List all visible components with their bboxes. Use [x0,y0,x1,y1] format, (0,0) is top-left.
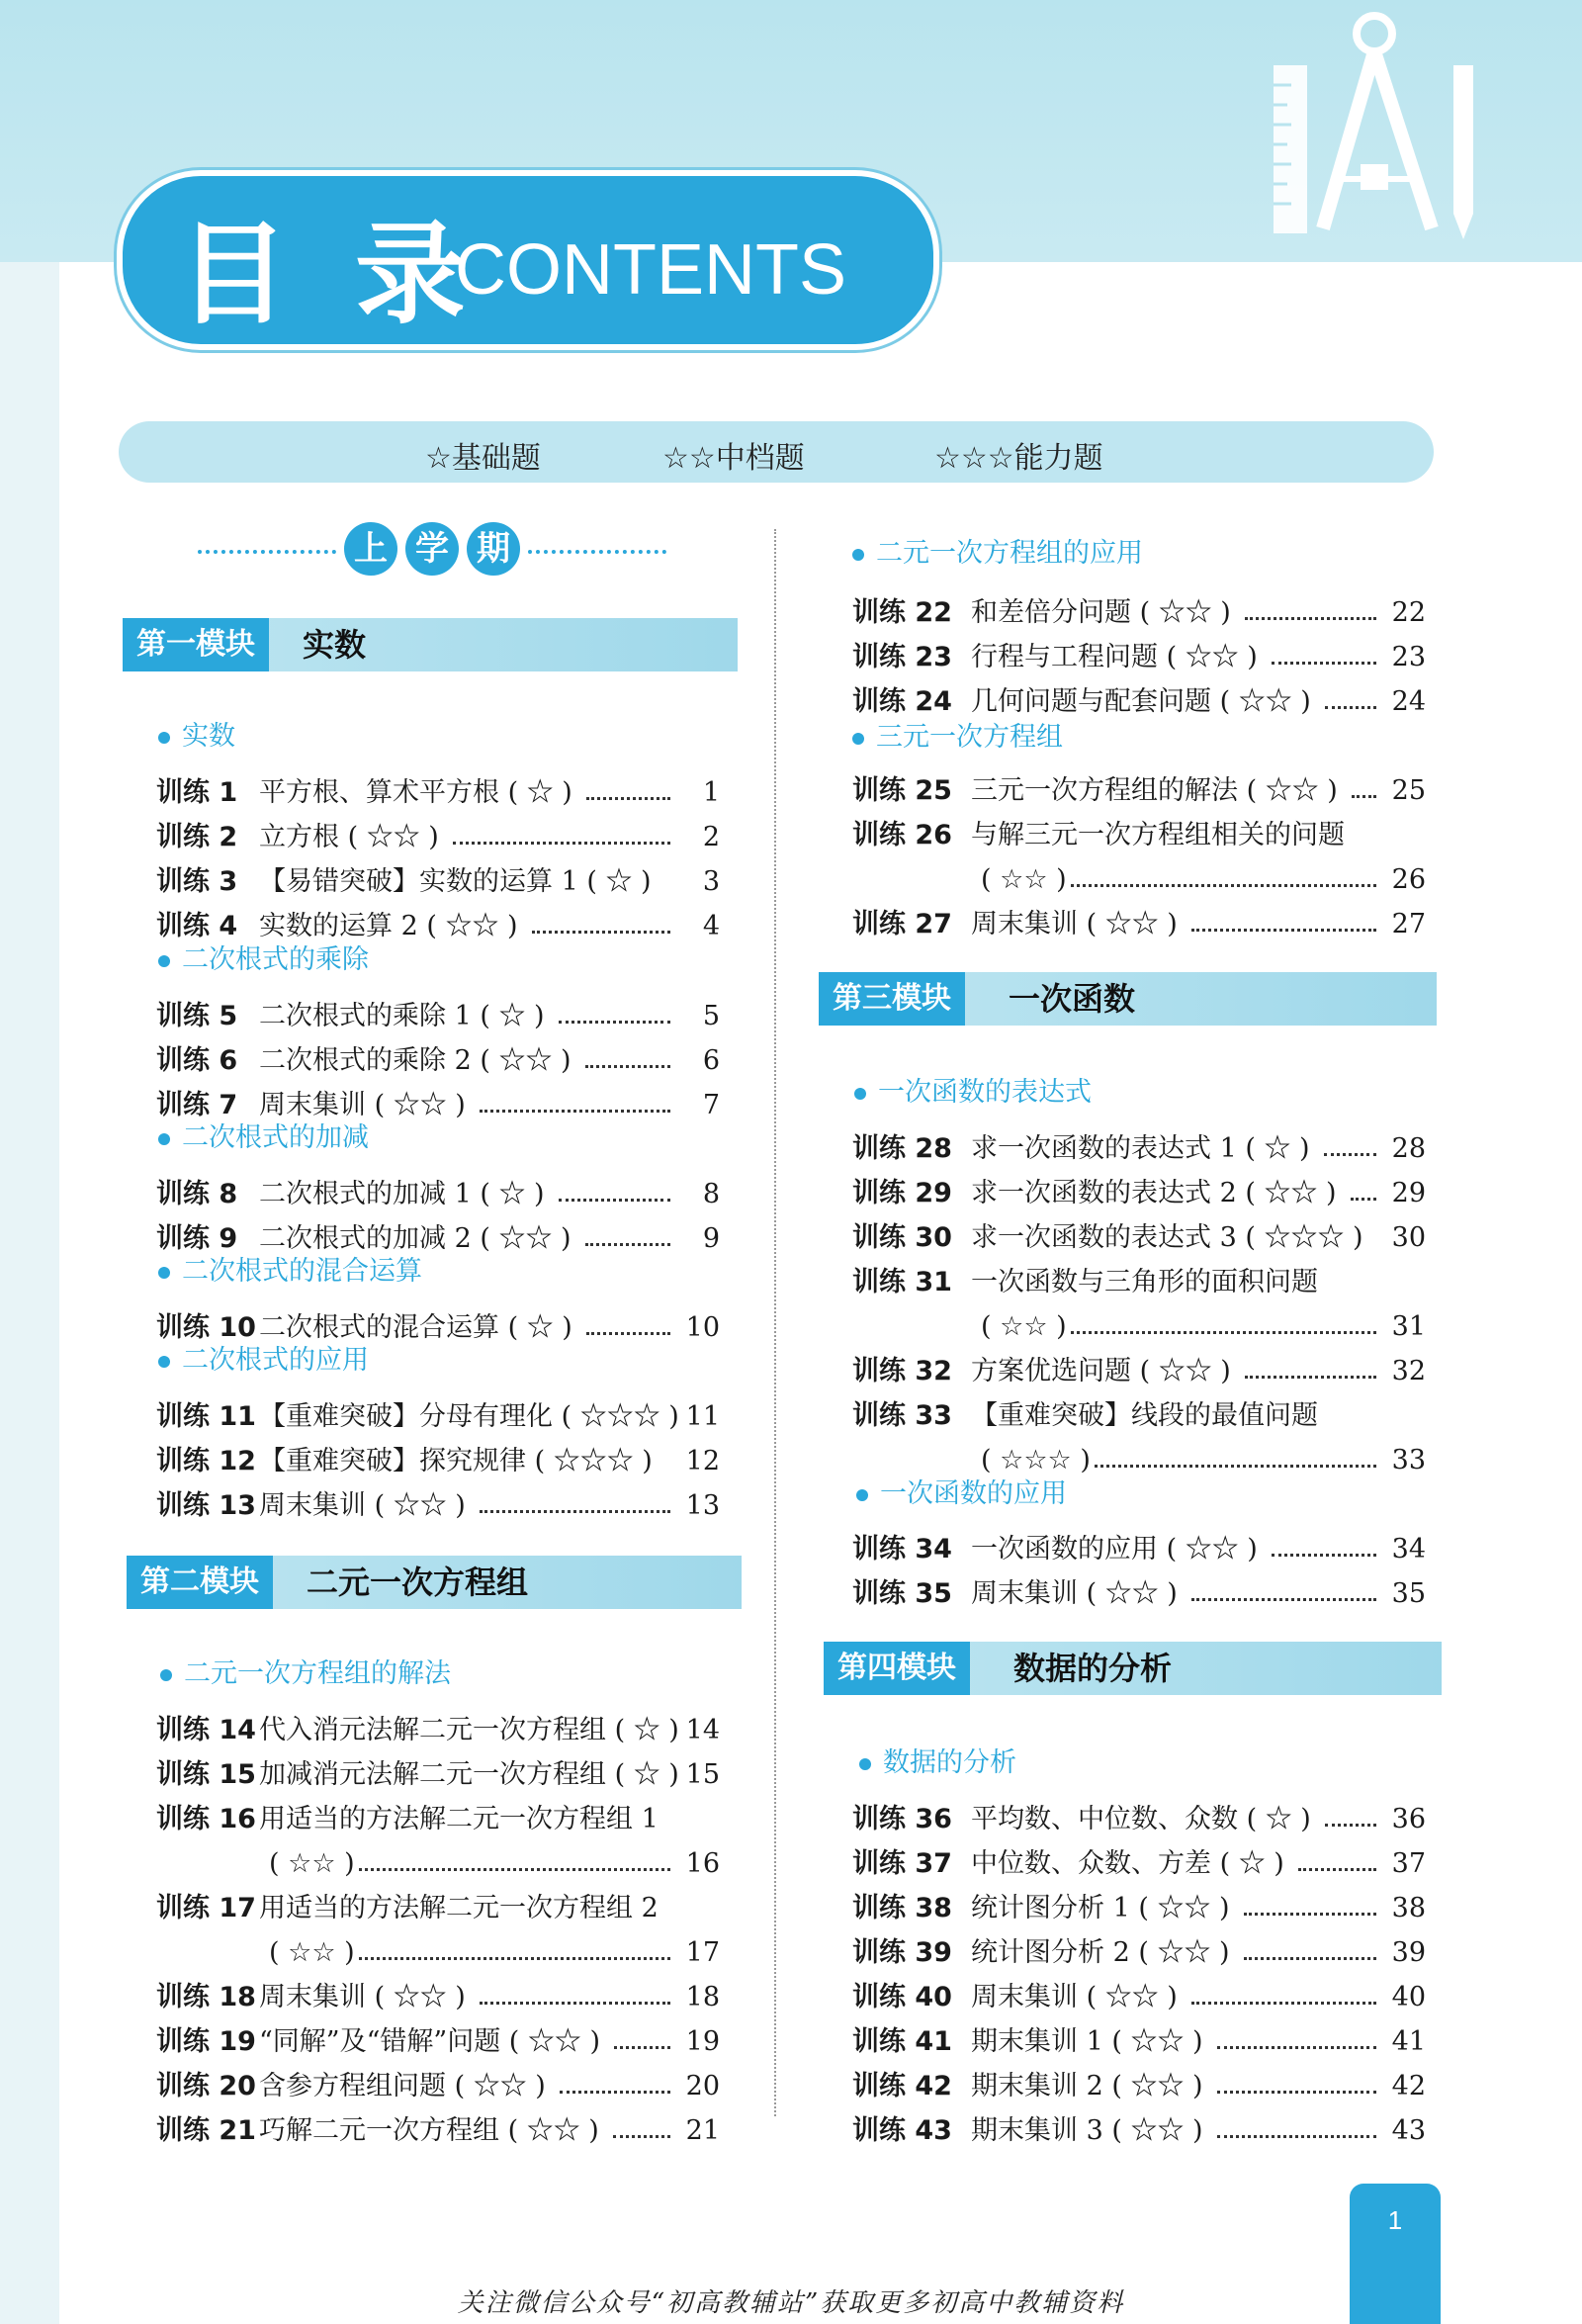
toc-entry[interactable] [156,2067,720,2106]
section-heading: 数据的分析 [859,1741,1016,1779]
module-4 [824,1642,1442,1695]
entry-page: 23 [1391,642,1426,672]
toc-entry[interactable] [852,1129,1426,1169]
toc-entry[interactable] [156,2111,720,2151]
section-heading: 二元一次方程组的应用 [852,531,1143,570]
dot-leader [1351,1198,1376,1201]
toc-entry[interactable] [852,2022,1426,2062]
entry-page: 14 [685,1715,720,1745]
dot-leader [480,1110,670,1113]
dot-leader [480,2002,670,2005]
module-3 [819,972,1437,1026]
entry-title: 二次根式的混合运算 ( ☆ ) [259,1312,572,1343]
toc-entry[interactable] [156,1175,720,1214]
entry-code: 训练 15 [156,1759,256,1790]
entry-page: 32 [1391,1356,1426,1386]
entry-code: 训练 16 [156,1804,256,1834]
entry-page: 36 [1391,1804,1426,1834]
compass-ruler-icon [1266,6,1493,253]
toc-entry[interactable] [852,1574,1426,1614]
entry-title: 加减消元法解二元一次方程组 ( ☆ ) [259,1759,679,1790]
semester-char: 学 [405,522,459,576]
entry-title: 二次根式的乘除 1 ( ☆ ) [259,1001,545,1031]
entry-code: 训练 27 [852,909,952,939]
entry-title-continued: ( ☆☆ ) [981,1311,1067,1342]
toc-entry-continued[interactable] [852,1307,1426,1347]
module-2 [127,1556,742,1609]
entry-page: 19 [685,2026,720,2057]
toc-entry[interactable] [852,593,1426,633]
module-tag: 第二模块 [127,1556,273,1609]
dot-leader [453,842,670,845]
dot-leader [532,931,670,934]
toc-entry[interactable] [156,1978,720,2017]
section-heading: 二次根式的乘除 [158,938,369,976]
entry-page: 39 [1391,1937,1426,1968]
entry-page: 37 [1391,1848,1426,1879]
entry-code: 训练 29 [852,1178,952,1208]
dot-leader [1324,1153,1376,1156]
section-heading: 实数 [158,714,235,753]
dot-leader [1244,1913,1376,1916]
toc-entry-continued[interactable] [852,1441,1426,1480]
entry-title: 二次根式的加减 1 ( ☆ ) [259,1179,545,1209]
entry-title: 周末集训 ( ☆☆ ) [971,1982,1178,2012]
module-name: 数据的分析 [1013,1650,1173,1687]
entry-page: 22 [1391,597,1426,628]
entry-code: 训练 42 [852,2071,952,2101]
entry-title: 【重难突破】探究规律 ( ☆☆☆ ) [259,1446,653,1476]
module-tag: 第三模块 [819,972,965,1026]
entry-page: 25 [1391,775,1426,806]
dot-leader [585,1243,670,1246]
dot-leader [586,797,670,800]
dots-right [528,550,666,554]
dot-leader [480,1510,670,1513]
entry-title: 含参方程组问题 ( ☆☆ ) [259,2071,546,2101]
dot-leader [613,2135,670,2138]
dot-leader [1325,1824,1376,1827]
entry-code: 训练 36 [852,1804,952,1834]
entry-title: 和差倍分问题 ( ☆☆ ) [971,597,1231,628]
legend-medium: ☆☆中档题 [662,441,805,476]
entry-title: 二次根式的加减 2 ( ☆☆ ) [259,1223,571,1254]
entry-title: 用适当的方法解二元一次方程组 2 [259,1893,659,1923]
entry-title: 一次函数的应用 ( ☆☆ ) [971,1534,1258,1564]
entry-page: 38 [1391,1893,1426,1923]
dot-leader [1298,1868,1376,1871]
entry-code: 训练 13 [156,1490,256,1521]
dot-leader [1071,1331,1376,1334]
entry-code: 训练 41 [852,2026,952,2057]
entry-code: 训练 8 [156,1179,238,1209]
legend-advanced: ☆☆☆能力题 [934,441,1103,476]
toc-entry[interactable] [156,1711,720,1750]
entry-page: 31 [1391,1311,1426,1342]
entry-code: 训练 4 [156,911,238,941]
entry-title-continued: ( ☆☆ ) [269,1937,355,1968]
toc-entry[interactable] [156,1442,720,1481]
section-heading: 一次函数的表达式 [854,1070,1092,1109]
entry-page: 12 [685,1446,720,1476]
entry-title: 周末集训 ( ☆☆ ) [971,909,1178,939]
entry-title: 中位数、众数、方差 ( ☆ ) [971,1848,1284,1879]
entry-code: 训练 37 [852,1848,952,1879]
dots-left [198,550,336,554]
entry-title: 二次根式的乘除 2 ( ☆☆ ) [259,1045,571,1076]
dot-leader [559,1021,670,1024]
entry-title: 用适当的方法解二元一次方程组 1 [259,1804,659,1834]
dot-leader [1272,662,1376,665]
entry-title: 周末集训 ( ☆☆ ) [259,1090,466,1120]
entry-title: 平方根、算术平方根 ( ☆ ) [259,777,572,808]
entry-code: 训练 10 [156,1312,256,1343]
entry-code: 训练 32 [852,1356,952,1386]
entry-code: 训练 17 [156,1893,256,1923]
entry-title: 统计图分析 1 ( ☆☆ ) [971,1893,1230,1923]
entry-title-continued: ( ☆☆☆ ) [981,1445,1091,1475]
toc-entry[interactable] [156,997,720,1036]
semester-char: 期 [467,522,520,576]
toc-entry[interactable] [852,816,1426,855]
semester-heading [198,522,672,581]
entry-page: 42 [1391,2071,1426,2101]
dot-leader [1071,884,1376,887]
entry-code: 训练 23 [852,642,952,672]
entry-code: 训练 40 [852,1982,952,2012]
page-title: 目 录 [178,211,480,339]
module-name: 一次函数 [1009,980,1136,1018]
semester-char: 上 [344,522,397,576]
dot-leader [1245,617,1376,620]
entry-code: 训练 12 [156,1446,256,1476]
entry-title: 【重难突破】线段的最值问题 [971,1400,1318,1431]
entry-code: 训练 26 [852,820,952,850]
entry-title: 求一次函数的表达式 3 ( ☆☆☆ ) [971,1222,1363,1253]
entry-page: 5 [702,1001,720,1031]
entry-code: 训练 21 [156,2115,256,2146]
column-divider [774,529,776,2116]
toc-entry[interactable] [156,1219,720,1259]
toc-entry[interactable] [852,1530,1426,1569]
entry-page: 17 [685,1937,720,1968]
toc-entry[interactable] [852,638,1426,677]
entry-code: 训练 43 [852,2115,952,2146]
toc-entry[interactable] [852,1978,1426,2017]
toc-entry[interactable] [852,1174,1426,1213]
entry-title: 期末集训 2 ( ☆☆ ) [971,2071,1203,2101]
entry-page: 21 [685,2115,720,2146]
entry-title: 方案优选问题 ( ☆☆ ) [971,1356,1231,1386]
entry-code: 训练 20 [156,2071,256,2101]
entry-title: 周末集训 ( ☆☆ ) [259,1982,466,2012]
module-tag: 第四模块 [824,1642,970,1695]
entry-page: 35 [1391,1578,1426,1609]
toc-entry[interactable] [156,1086,720,1125]
entry-title: 一次函数与三角形的面积问题 [971,1267,1318,1297]
entry-title: 几何问题与配套问题 ( ☆☆ ) [971,686,1311,717]
entry-title: 周末集训 ( ☆☆ ) [971,1578,1178,1609]
toc-entry[interactable] [852,1263,1426,1302]
entry-page: 10 [685,1312,720,1343]
legend-basic: ☆基础题 [425,441,541,476]
toc-entry-continued[interactable] [852,860,1426,900]
entry-page: 24 [1391,686,1426,717]
entry-code: 训练 31 [852,1267,952,1297]
dot-leader [359,1957,670,1960]
dot-leader [586,1332,670,1335]
toc-entry[interactable] [156,1800,720,1839]
entry-title: 周末集训 ( ☆☆ ) [259,1490,466,1521]
module-tag: 第一模块 [123,618,269,671]
entry-page: 28 [1391,1133,1426,1164]
page-title-english: CONTENTS [455,230,846,310]
entry-title: 巧解二元一次方程组 ( ☆☆ ) [259,2115,599,2146]
entry-title: 【重难突破】分母有理化 ( ☆☆☆ ) [259,1401,679,1432]
entry-page: 27 [1391,909,1426,939]
dot-leader [1191,1598,1376,1601]
entry-code: 训练 35 [852,1578,952,1609]
toc-entry[interactable] [852,2067,1426,2106]
entry-page: 16 [685,1848,720,1879]
dot-leader [1272,1554,1376,1557]
page-number: 1 [1387,2205,1403,2235]
dot-leader [359,1868,670,1871]
entry-code: 训练 18 [156,1982,256,2012]
entry-title: 行程与工程问题 ( ☆☆ ) [971,642,1258,672]
entry-page: 43 [1391,2115,1426,2146]
entry-page: 9 [702,1223,720,1254]
footer-note: 关注微信公众号“初高教辅站”获取更多初高中教辅资料 [457,2288,1125,2318]
toc-entry[interactable] [156,2022,720,2062]
entry-code: 训练 38 [852,1893,952,1923]
entry-page: 18 [685,1982,720,2012]
toc-entry[interactable] [852,771,1426,811]
entry-page: 30 [1391,1222,1426,1253]
section-heading: 一次函数的应用 [856,1472,1067,1510]
entry-page: 2 [702,822,720,852]
toc-entry[interactable] [156,1755,720,1795]
dot-leader [585,1065,670,1068]
toc-entry[interactable] [156,1486,720,1526]
dot-leader [1325,706,1376,709]
entry-page: 3 [702,866,720,897]
entry-code: 训练 7 [156,1090,238,1120]
difficulty-legend [119,421,1434,483]
toc-entry[interactable] [852,1396,1426,1436]
entry-page: 29 [1391,1178,1426,1208]
entry-title: 求一次函数的表达式 1 ( ☆ ) [971,1133,1310,1164]
entry-page: 11 [685,1401,720,1432]
toc-entry[interactable] [156,1397,720,1437]
entry-title: 与解三元一次方程组相关的问题 [971,820,1345,850]
toc-entry[interactable] [852,1218,1426,1258]
section-heading: 二次根式的加减 [158,1116,369,1154]
entry-page: 1 [702,777,720,808]
entry-code: 训练 25 [852,775,952,806]
toc-entry[interactable] [156,818,720,857]
section-heading: 二元一次方程组的解法 [160,1652,451,1690]
section-heading: 二次根式的混合运算 [158,1249,422,1288]
entry-page: 7 [702,1090,720,1120]
toc-entry[interactable] [156,907,720,946]
entry-title: 【易错突破】实数的运算 1 ( ☆ ) [259,866,652,897]
toc-entry-continued[interactable] [156,1933,720,1973]
entry-code: 训练 22 [852,597,952,628]
module-name: 二元一次方程组 [307,1564,529,1601]
left-margin-band [0,262,59,2324]
entry-code: 训练 2 [156,822,238,852]
toc-entry[interactable] [852,1933,1426,1973]
dot-leader [560,2091,670,2094]
entry-title: 平均数、中位数、众数 ( ☆ ) [971,1804,1311,1834]
dot-leader [1244,1957,1376,1960]
entry-page: 13 [685,1490,720,1521]
entry-code: 训练 33 [852,1400,952,1431]
entry-title: “同解”及“错解”问题 ( ☆☆ ) [259,2026,601,2057]
entry-page: 34 [1391,1534,1426,1564]
entry-title-continued: ( ☆☆ ) [981,864,1067,895]
section-heading: 二次根式的应用 [158,1338,369,1377]
dot-leader [614,2046,670,2049]
entry-title: 立方根 ( ☆☆ ) [259,822,439,852]
entry-title: 统计图分析 2 ( ☆☆ ) [971,1937,1230,1968]
entry-code: 训练 1 [156,777,238,808]
entry-code: 训练 34 [852,1534,952,1564]
toc-entry[interactable] [852,1844,1426,1884]
toc-entry[interactable] [852,1352,1426,1391]
entry-page: 4 [702,911,720,941]
entry-code: 训练 30 [852,1222,952,1253]
dot-leader [1095,1465,1376,1468]
entry-page: 33 [1391,1445,1426,1475]
entry-title: 实数的运算 2 ( ☆☆ ) [259,911,518,941]
dot-leader [1191,2002,1376,2005]
entry-code: 训练 24 [852,686,952,717]
entry-code: 训练 6 [156,1045,238,1076]
entry-code: 训练 11 [156,1401,256,1432]
toc-entry[interactable] [852,905,1426,944]
toc-entry-continued[interactable] [156,1844,720,1884]
entry-page: 15 [685,1759,720,1790]
toc-entry[interactable] [156,1889,720,1928]
entry-title: 代入消元法解二元一次方程组 ( ☆ ) [259,1715,679,1745]
entry-title: 期末集训 3 ( ☆☆ ) [971,2115,1203,2146]
entry-title: 求一次函数的表达式 2 ( ☆☆ ) [971,1178,1337,1208]
entry-page: 41 [1391,2026,1426,2057]
toc-entry[interactable] [852,1800,1426,1839]
entry-page: 8 [702,1179,720,1209]
toc-entry[interactable] [852,1889,1426,1928]
module-name: 实数 [303,626,367,664]
dot-leader [559,1199,670,1202]
toc-entry[interactable] [156,1308,720,1348]
entry-title: 三元一次方程组的解法 ( ☆☆ ) [971,775,1338,806]
entry-page: 20 [685,2071,720,2101]
dot-leader [1217,2135,1376,2138]
entry-page: 26 [1391,864,1426,895]
toc-entry[interactable] [852,682,1426,722]
toc-entry[interactable] [852,2111,1426,2151]
section-heading: 三元一次方程组 [852,715,1063,754]
entry-code: 训练 5 [156,1001,238,1031]
entry-code: 训练 3 [156,866,238,897]
toc-entry[interactable] [156,862,720,902]
module-1 [123,618,738,671]
toc-entry[interactable] [156,773,720,813]
dot-leader [1245,1376,1376,1379]
entry-code: 训练 14 [156,1715,256,1745]
entry-code: 训练 9 [156,1223,238,1254]
entry-code: 训练 39 [852,1937,952,1968]
dot-leader [1352,795,1376,798]
entry-title-continued: ( ☆☆ ) [269,1848,355,1879]
entry-page: 40 [1391,1982,1426,2012]
entry-page: 6 [702,1045,720,1076]
entry-code: 训练 28 [852,1133,952,1164]
toc-entry[interactable] [156,1041,720,1081]
dot-leader [1217,2091,1376,2094]
entry-title: 期末集训 1 ( ☆☆ ) [971,2026,1203,2057]
entry-code: 训练 19 [156,2026,256,2057]
dot-leader [1191,929,1376,932]
dot-leader [1217,2046,1376,2049]
